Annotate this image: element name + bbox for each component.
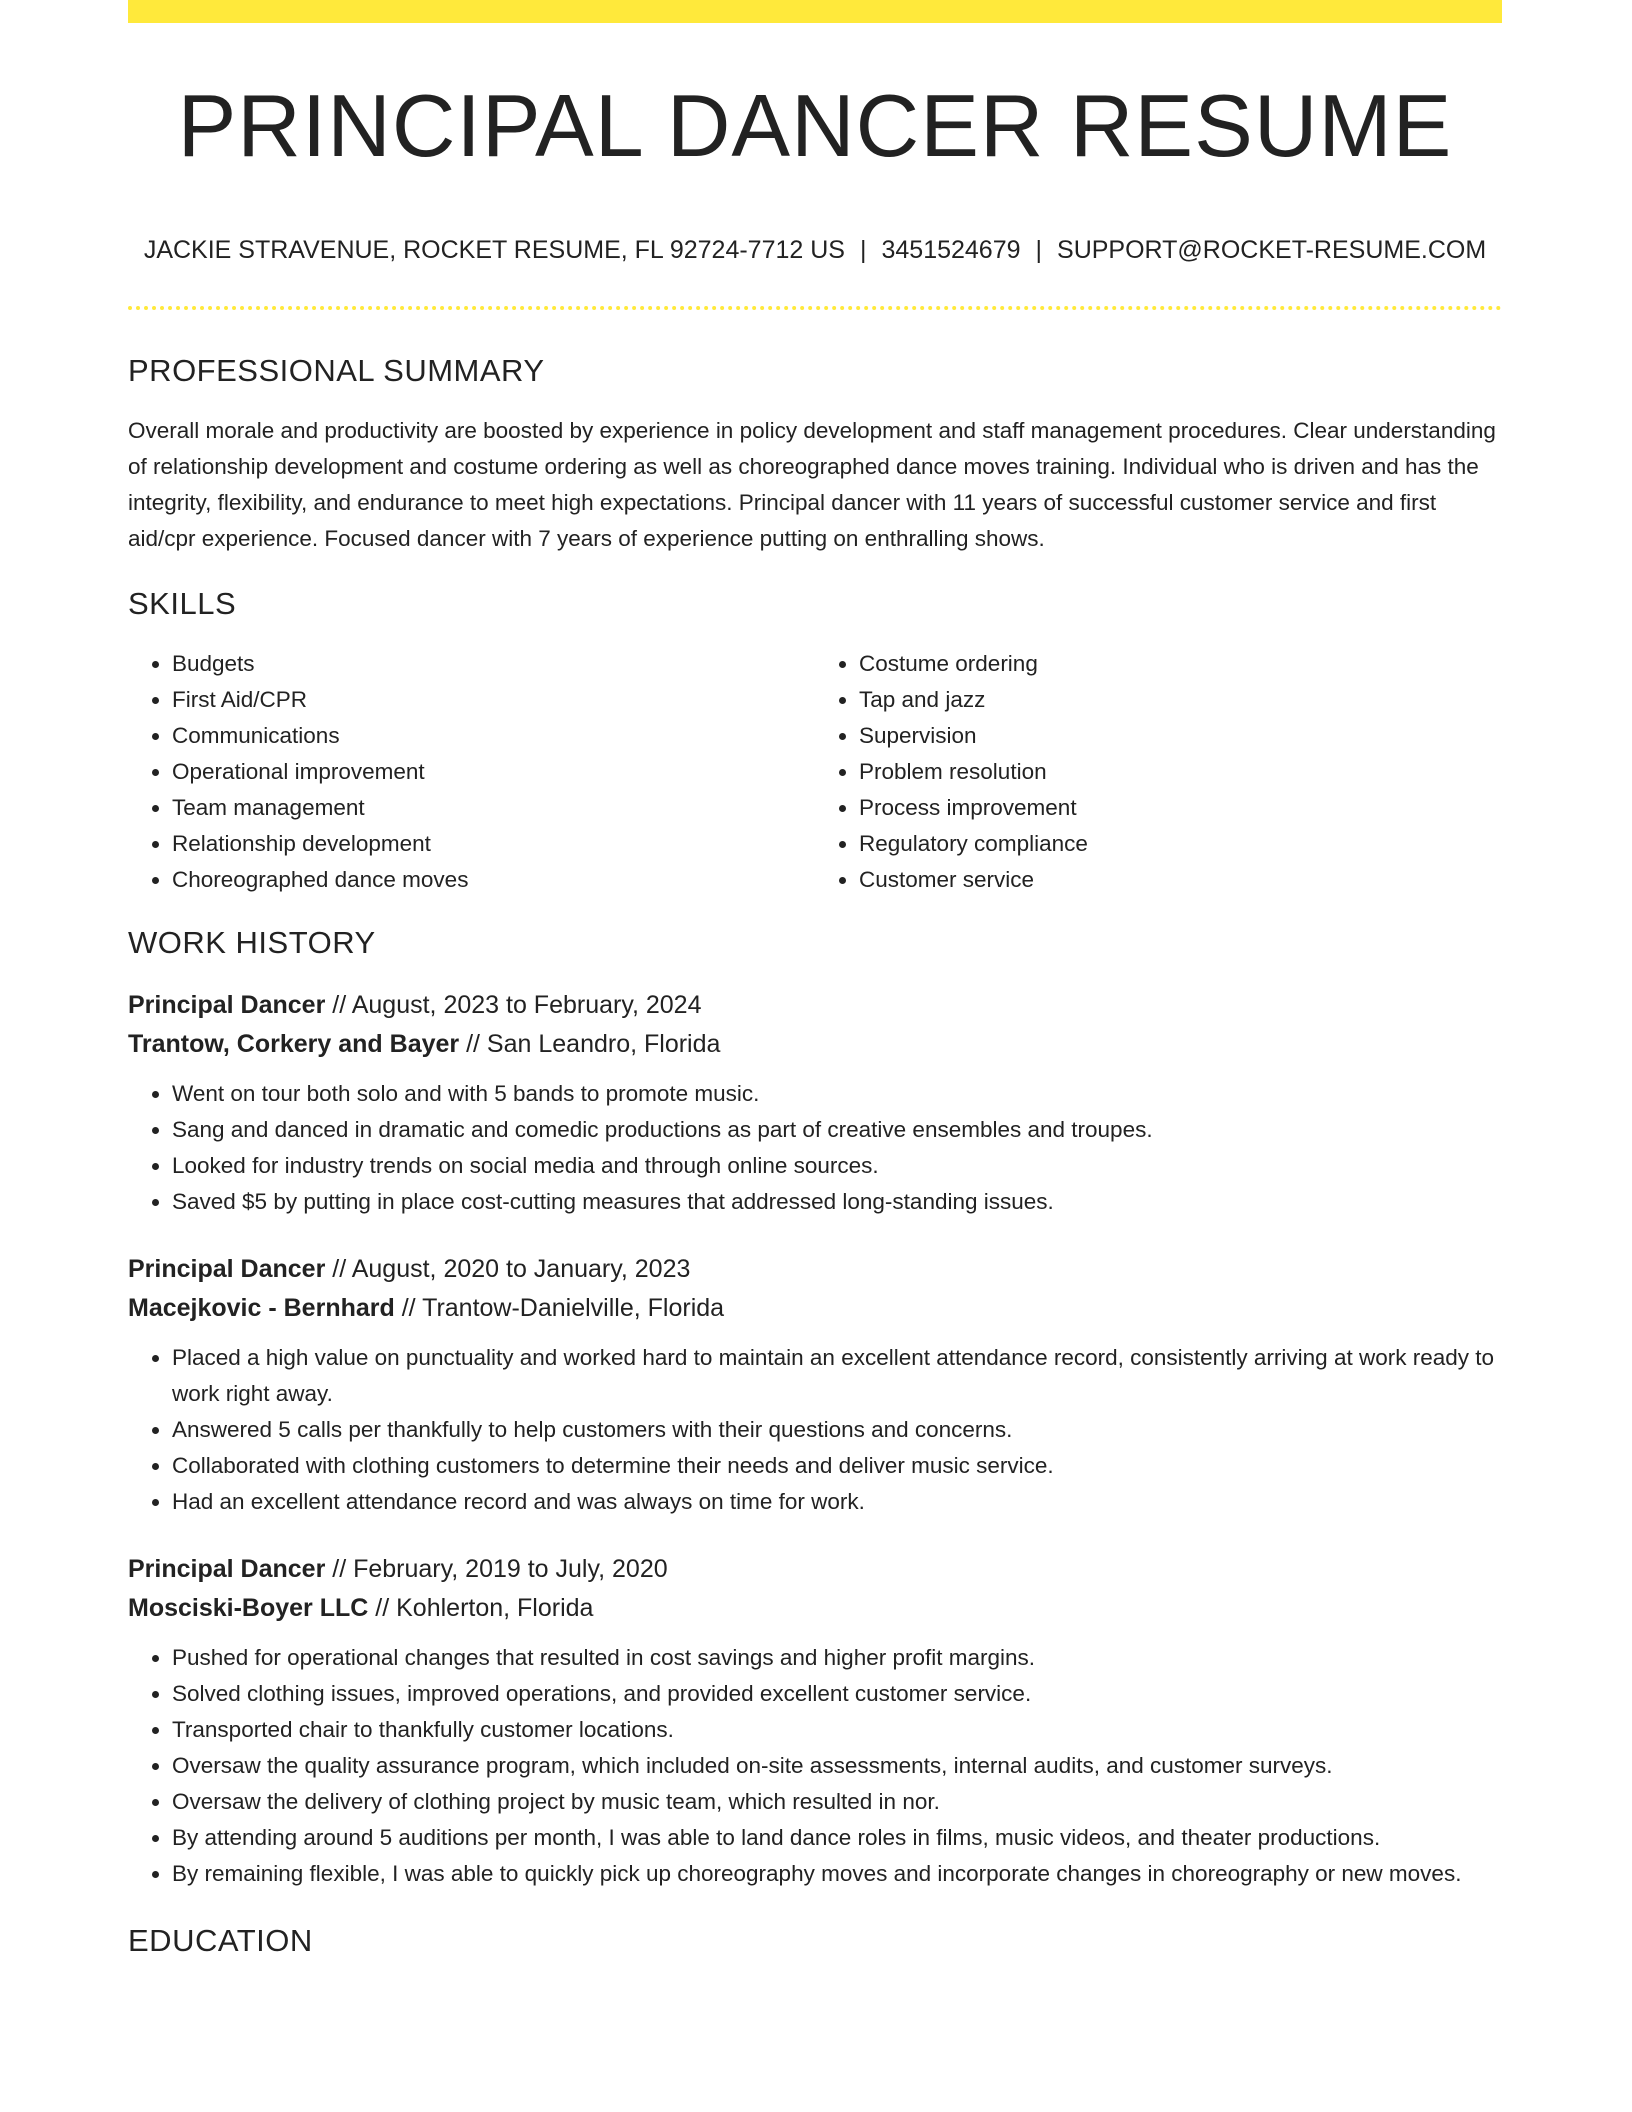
job-dates: // August, 2020 to January, 2023	[325, 1254, 691, 1283]
job-bullet: • Oversaw the quality assurance program, which included on-site assessments, internal audits, and customer surveys.	[172, 1748, 1502, 1784]
skill-item: • Team management	[172, 790, 815, 826]
section-heading-skills: SKILLS	[128, 586, 237, 622]
job-company: Macejkovic - Bernhard	[128, 1293, 395, 1322]
section-heading-education: EDUCATION	[128, 1922, 313, 1958]
job-location: // Kohlerton, Florida	[368, 1593, 594, 1622]
job-bullet: • Answered 5 calls per thankfully to help customers with their questions and concerns.	[172, 1412, 1502, 1448]
job-dates: // February, 2019 to July, 2020	[325, 1554, 668, 1583]
contact-phone: 3451524679	[881, 236, 1021, 264]
job-bullets	[128, 1640, 1502, 1892]
skill-item: • Choreographed dance moves	[172, 862, 815, 898]
job-bullet: • By remaining flexible, I was able to quickly pick up choreography moves and incorporate changes in choreography or new moves.	[172, 1856, 1502, 1892]
summary-section	[128, 352, 1502, 557]
job-location: // Trantow-Danielville, Florida	[394, 1293, 725, 1322]
job-bullet: • Pushed for operational changes that resulted in cost savings and higher profit margins.	[172, 1640, 1502, 1676]
job-bullet: • Saved $5 by putting in place cost-cutting measures that addressed long-standing issues.	[172, 1184, 1502, 1220]
job-title: Principal Dancer	[128, 1554, 326, 1583]
skill-item: • Regulatory compliance	[859, 826, 1502, 862]
skill-item: • Relationship development	[172, 826, 815, 862]
job-title-line	[128, 986, 1502, 1025]
job-entry	[128, 1250, 1502, 1520]
job-bullet: • Solved clothing issues, improved operations, and provided excellent customer service.	[172, 1676, 1502, 1712]
job-company-line	[128, 1289, 1502, 1328]
resume-title: PRINCIPAL DANCER RESUME	[177, 76, 1453, 175]
skill-item: • Customer service	[859, 862, 1502, 898]
job-bullet: • Went on tour both solo and with 5 bands to promote music.	[172, 1076, 1502, 1112]
job-company: Mosciski-Boyer LLC	[128, 1593, 369, 1622]
job-bullet: • Placed a high value on punctuality and worked hard to maintain an excellent attendance record, consistently arriving at work ready to work right away.	[172, 1340, 1502, 1412]
contact-separator: |	[859, 236, 867, 264]
job-bullet: • Had an excellent attendance record and was always on time for work.	[172, 1484, 1502, 1520]
skill-item: • Process improvement	[859, 790, 1502, 826]
summary-text: Overall morale and productivity are boosted by experience in policy development and staff management procedures. Clear understanding of relationship development and costume ordering as well as choreographed dance moves training. Individual who is driven and has the integrity, flexibility, and endurance to meet high expectations. Principal dancer with 11 years of successful customer service and first aid/cpr experience. Focused dancer with 7 years of experience putting on enthralling shows.	[128, 418, 1496, 552]
contact-email: SUPPORT@ROCKET-RESUME.COM	[1057, 236, 1487, 264]
job-dates: // August, 2023 to February, 2024	[325, 990, 702, 1019]
skill-item: • Budgets	[172, 646, 815, 682]
skill-item: • Tap and jazz	[859, 682, 1502, 718]
job-company-line	[128, 1589, 1502, 1628]
job-bullet: • By attending around 5 auditions per month, I was able to land dance roles in films, music videos, and theater productions.	[172, 1820, 1502, 1856]
section-heading-summary: PROFESSIONAL SUMMARY	[128, 353, 545, 388]
job-title-line	[128, 1550, 1502, 1589]
job-entry	[128, 1550, 1502, 1892]
skills-columns	[128, 646, 1502, 898]
job-title-line	[128, 1250, 1502, 1289]
skill-item: • Communications	[172, 718, 815, 754]
job-entry	[128, 986, 1502, 1220]
job-bullet: • Oversaw the delivery of clothing project by music team, which resulted in nor.	[172, 1784, 1502, 1820]
skill-item: • First Aid/CPR	[172, 682, 815, 718]
skills-list-right	[815, 646, 1502, 898]
job-title: Principal Dancer	[128, 1254, 326, 1283]
skills-list-left	[128, 646, 815, 898]
contact-line	[128, 236, 1502, 265]
job-company-line	[128, 1025, 1502, 1064]
contact-separator: |	[1035, 236, 1043, 264]
skill-item: • Problem resolution	[859, 754, 1502, 790]
education-section	[128, 1922, 1502, 1959]
skills-section	[128, 585, 1502, 898]
job-bullet: • Transported chair to thankfully customer locations.	[172, 1712, 1502, 1748]
dotted-divider	[128, 306, 1502, 310]
resume-content	[128, 352, 1502, 1983]
skill-item: • Costume ordering	[859, 646, 1502, 682]
job-bullet: • Looked for industry trends on social media and through online sources.	[172, 1148, 1502, 1184]
skill-item: • Operational improvement	[172, 754, 815, 790]
job-bullets	[128, 1340, 1502, 1520]
accent-top-bar	[128, 0, 1502, 23]
job-bullets	[128, 1076, 1502, 1220]
job-bullet: • Collaborated with clothing customers to determine their needs and deliver music service.	[172, 1448, 1502, 1484]
job-title: Principal Dancer	[128, 990, 326, 1019]
job-bullet: • Sang and danced in dramatic and comedic productions as part of creative ensembles and troupes.	[172, 1112, 1502, 1148]
skill-item: • Supervision	[859, 718, 1502, 754]
section-heading-work-history: WORK HISTORY	[128, 925, 376, 961]
contact-address: JACKIE STRAVENUE, ROCKET RESUME, FL 92724-7712 US	[143, 236, 845, 264]
job-location: // San Leandro, Florida	[459, 1029, 721, 1058]
job-company: Trantow, Corkery and Bayer	[128, 1029, 460, 1058]
work-history-section	[128, 924, 1502, 1891]
